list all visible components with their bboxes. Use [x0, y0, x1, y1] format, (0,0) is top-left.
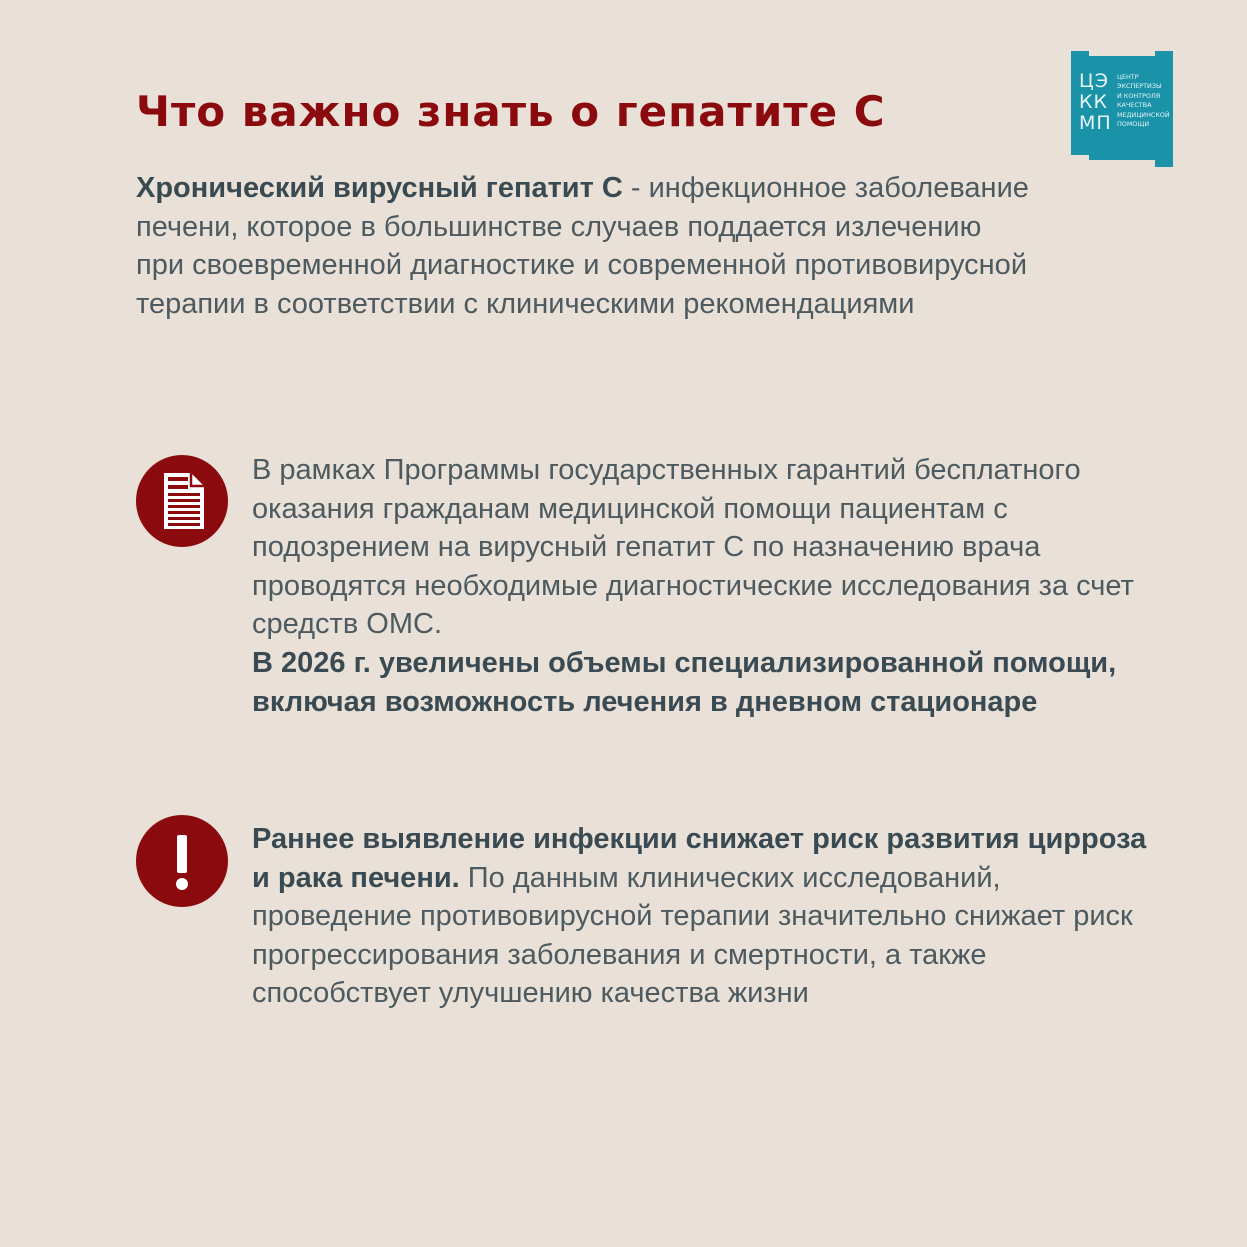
- intro-text: - инфекционное заболевание печени, которое в большинстве случаев поддается излечению при своевременной диагностике и современной противовирусной терапии в соответствии с клиническими рекомендациями: [136, 172, 1029, 320]
- intro-paragraph: [136, 169, 1036, 323]
- program-text: В рамках Программы государственных гарантий бесплатного оказания гражданам медицинской помощи пациентам с подозрением на вирусный гепатит С по назначению врача проводятся необходимые диагностические исследования за счет средств ОМС.: [252, 454, 1134, 641]
- intro-bold: Хронический вирусный гепатит С: [136, 172, 623, 204]
- program-paragraph: [252, 451, 1152, 721]
- exclamation-icon: [136, 815, 228, 907]
- early-bold: Раннее выявление инфекции снижает риск развития цирроза и рака печени.: [252, 823, 1147, 894]
- logo-letters: ЦЭ КК МП: [1079, 70, 1112, 134]
- early-text: По данным клинических исследований, проведение противовирусной терапии значительно снижает риск прогрессирования заболевания и смертности, а также способствует улучшению качества жизни: [252, 861, 1133, 1010]
- document-icon: [136, 455, 228, 547]
- program-bold: В 2026 г. увеличены объемы специализированной помощи, включая возможность лечения в дневном стационаре: [252, 646, 1117, 718]
- logo-caption: ЦЕНТР ЭКСПЕРТИЗЫ И КОНТРОЛЯ КАЧЕСТВА МЕДИЦИНСКОЙ ПОМОЩИ: [1117, 73, 1170, 129]
- organization-logo: [1071, 51, 1173, 167]
- page-title: Что важно знать о гепатите С: [136, 87, 886, 136]
- early-detection-paragraph: [252, 820, 1152, 1013]
